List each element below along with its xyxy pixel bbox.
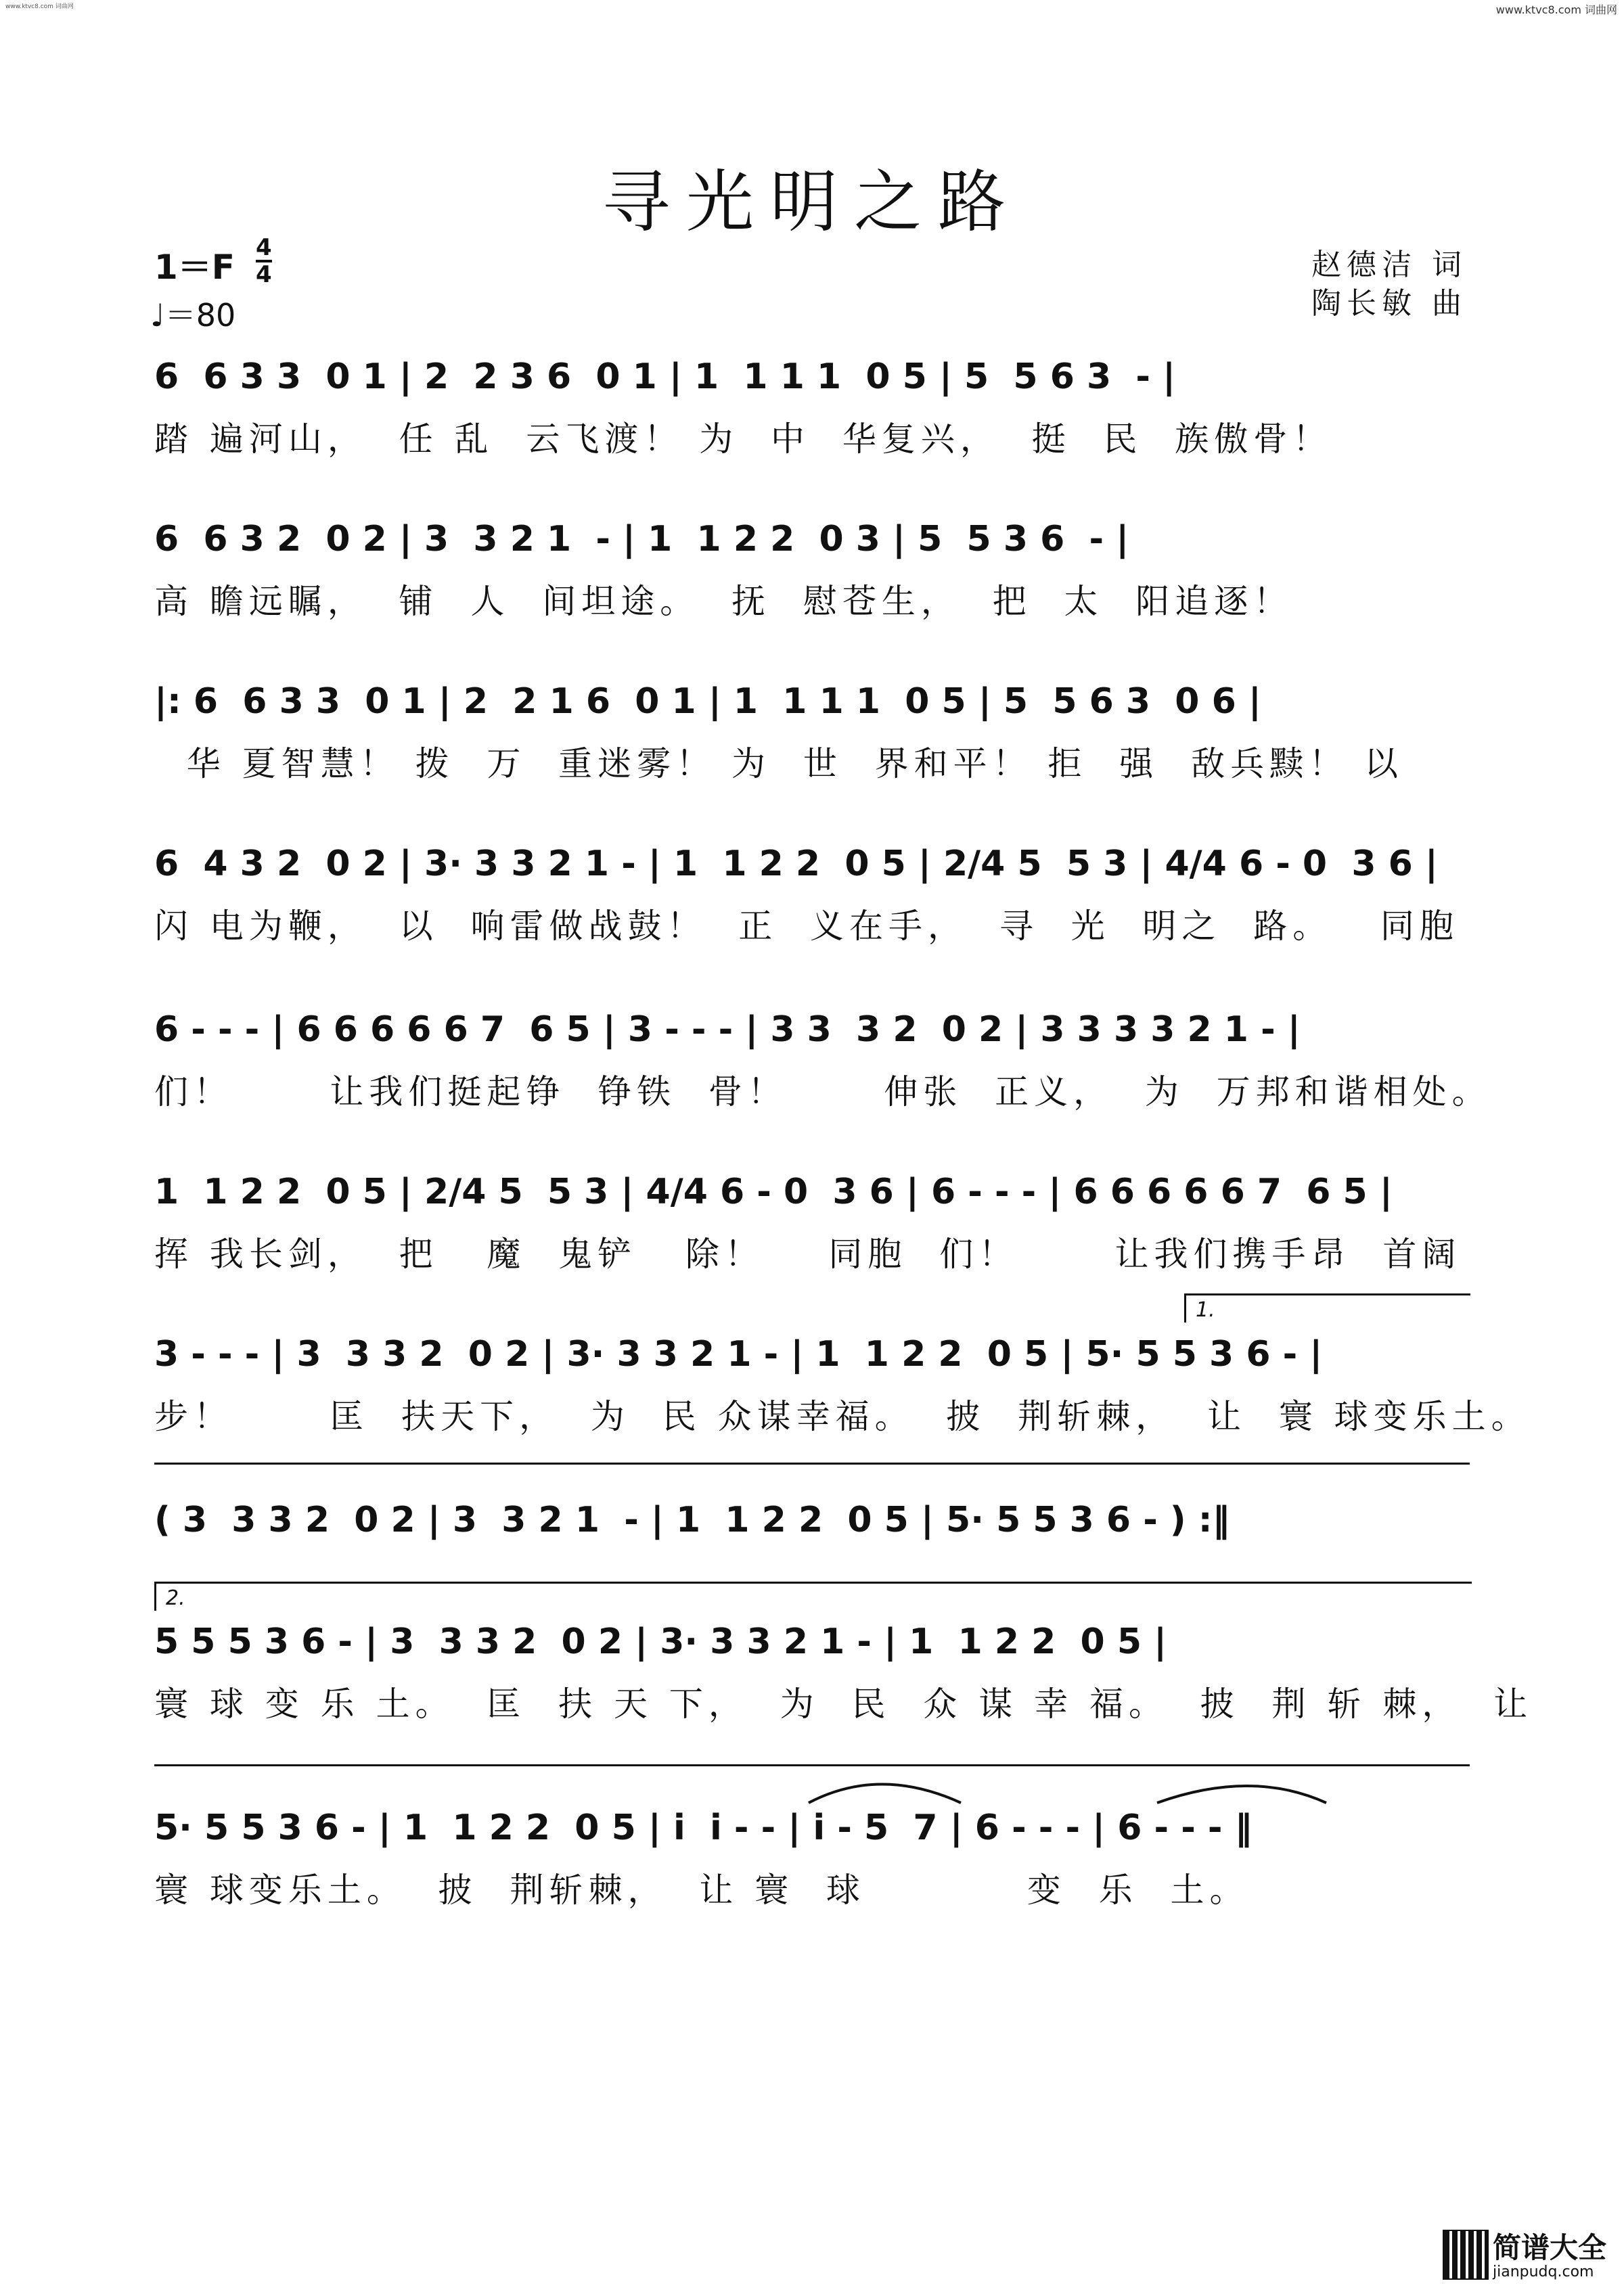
composer-credit: 陶长敏 曲 bbox=[1311, 286, 1467, 321]
logo-brand: 简谱大全 bbox=[1493, 2231, 1607, 2264]
piano-keys-icon bbox=[1443, 2230, 1489, 2280]
time-signature-top: 4 bbox=[256, 234, 272, 261]
lyrics-line: 闪 电为鞭， 以 响雷做战鼓！ 正 义在手， 寻 光 明之 路。 同胞 bbox=[154, 906, 1459, 946]
lyrics-line: 寰 球 变 乐 土。 匡 扶 天 下， 为 民 众 谋 幸 福。 披 荆 斩 棘， 让 bbox=[154, 1684, 1533, 1724]
lyrics-line: 踏 遍河山， 任 乱 云飞渡！ 为 中 华复兴， 挺 民 族傲骨！ bbox=[154, 419, 1332, 459]
lyrics-line: 们！ 让我们挺起铮 铮铁 骨！ 伸张 正义， 为 万邦和谐相处。 bbox=[154, 1072, 1491, 1111]
notation-line: ( 3 3 3 2 0 2 | 3 3 2 1 - | 1 1 2 2 0 5 | 5· 5 5 3 6 - ) :‖ bbox=[154, 1500, 1230, 1540]
notation-line: 5 5 5 3 6 - | 3 3 3 2 0 2 | 3· 3 3 2 1 - | 1 1 2 2 0 5 | bbox=[154, 1622, 1167, 1662]
lyrics-line: 高 瞻远瞩， 铺 人 间坦途。 抚 慰苍生， 把 太 阳追逐！ bbox=[154, 582, 1293, 621]
notation-line: |: 6 6 3 3 0 1 | 2 2 1 6 0 1 | 1 1 1 1 0 5 | 5 5 6 3 0 6 | bbox=[154, 681, 1261, 722]
lyrics-line: 华 夏智慧！ 拨 万 重迷雾！ 为 世 界和平！ 拒 强 敌兵黩！ 以 bbox=[154, 744, 1403, 783]
notation-line: 6 6 3 3 0 1 | 2 2 3 6 0 1 | 1 1 1 1 0 5 | 5 5 6 3 - | bbox=[154, 357, 1176, 397]
second-ending-label: 2. bbox=[166, 1586, 185, 1610]
logo-url: jianpudq.com bbox=[1493, 2264, 1594, 2280]
publisher-logo bbox=[1443, 2226, 1612, 2287]
notation-line: 1 1 2 2 0 5 | 2/4 5 5 3 | 4/4 6 - 0 3 6 | 6 - - - | 6 6 6 6 6 7 6 5 | bbox=[154, 1172, 1393, 1212]
first-ending-label: 1. bbox=[1196, 1298, 1215, 1322]
key-signature: 1＝F bbox=[154, 248, 235, 287]
notation-line: 6 6 3 2 0 2 | 3 3 2 1 - | 1 1 2 2 0 3 | 5 5 3 6 - | bbox=[154, 519, 1129, 559]
time-signature-bottom: 4 bbox=[256, 261, 272, 288]
lyrics-line: 寰 球变乐土。 披 荆斩棘， 让 寰 球 变 乐 土。 bbox=[154, 1870, 1249, 1910]
lyrics-line: 挥 我长剑， 把 魔 鬼铲 除！ 同胞 们！ 让我们携手昂 首阔 bbox=[154, 1235, 1462, 1274]
lyricist-credit: 赵德洁 词 bbox=[1311, 248, 1467, 282]
notation-line: 3 - - - | 3 3 3 2 0 2 | 3· 3 3 2 1 - | 1 1 2 2 0 5 | 5· 5 5 3 6 - | bbox=[154, 1334, 1323, 1375]
tempo-marking: ♩＝80 bbox=[150, 297, 236, 334]
notation-line: 5· 5 5 3 6 - | 1 1 2 2 0 5 | i i - - | i - 5 7 | 6 - - - | 6 - - - ‖ bbox=[154, 1808, 1253, 1848]
tie-2 bbox=[1157, 1786, 1326, 1803]
lyrics-line: 步！ 匡 扶天下， 为 民 众谋幸福。 披 荆斩棘， 让 寰 球变乐土。 bbox=[154, 1397, 1531, 1436]
site-watermark-left: www.ktvc8.com 词曲网 bbox=[5, 3, 74, 10]
song-title: 寻光明之路 bbox=[602, 162, 1022, 242]
site-watermark-right: www.ktvc8.com 词曲网 bbox=[1495, 3, 1617, 16]
notation-line: 6 - - - | 6 6 6 6 6 7 6 5 | 3 - - - | 3 3 3 2 0 2 | 3 3 3 3 2 1 - | bbox=[154, 1009, 1301, 1050]
tie-1 bbox=[809, 1785, 961, 1804]
notation-line: 6 4 3 2 0 2 | 3· 3 3 2 1 - | 1 1 2 2 0 5 | 2/4 5 5 3 | 4/4 6 - 0 3 6 | bbox=[154, 844, 1438, 884]
